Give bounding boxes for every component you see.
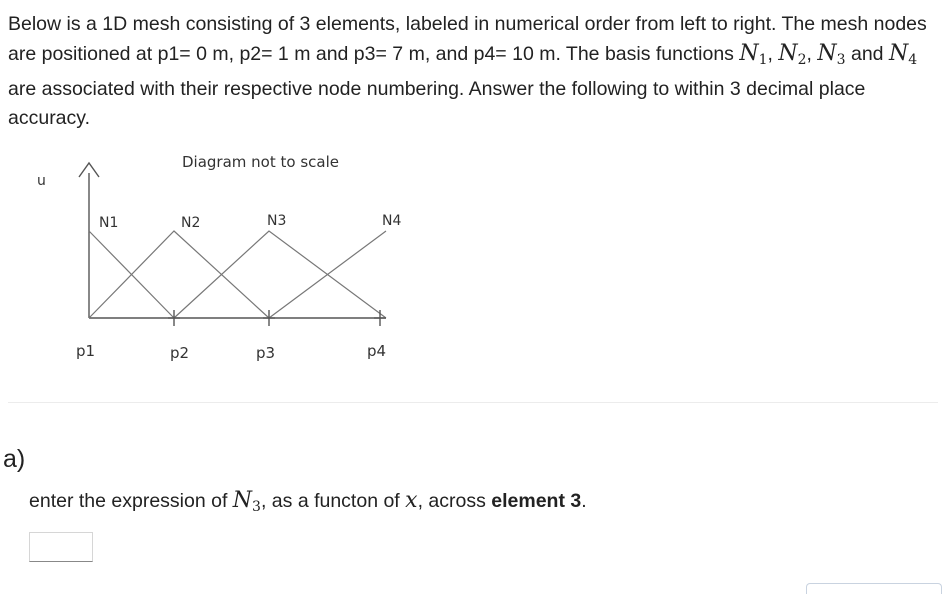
basis-n3: $N_3$ — [817, 41, 846, 68]
label-p4: p4 — [367, 342, 387, 360]
axis-label-u: u — [37, 173, 46, 189]
symbol-n3: $N_3$ — [232, 488, 261, 515]
part-a-prompt: enter the expression of $N_3$, as a functon of x, across element 3. — [29, 488, 587, 515]
label-p1: p1 — [76, 342, 96, 360]
basis-line-n3 — [174, 231, 386, 318]
element-3-text: element 3 — [491, 490, 582, 512]
label-n3: N3 — [267, 213, 287, 229]
diagram-note: Diagram not to scale — [182, 153, 339, 171]
basis-line-n2 — [89, 231, 269, 318]
part-a-label: a) — [3, 445, 26, 473]
mesh-diagram — [0, 140, 430, 385]
partial-button[interactable] — [806, 583, 942, 594]
variable-x: x — [405, 488, 418, 513]
answer-input-a[interactable] — [29, 532, 93, 562]
label-n2: N2 — [181, 215, 201, 231]
label-n1: N1 — [99, 215, 119, 231]
basis-n4: $N_4$ — [888, 41, 918, 68]
section-divider — [8, 402, 938, 403]
question-text: Below is a 1D mesh consisting of 3 elements, labeled in numerical order from left to right. The mesh nodes are positioned at p1= 0 m, p2= 1 m and p3= 7 m, and p4= 10 m. The basis functions $N_1$, $N_2$, $N_3$ and $N_4$ are associated with their respective node numbering. Answer the following to within 3 decimal place accuracy. — [8, 13, 927, 129]
basis-n1: $N_1$ — [739, 41, 768, 68]
label-p2: p2 — [170, 344, 190, 362]
label-p3: p3 — [256, 344, 276, 362]
basis-n2: $N_2$ — [778, 41, 807, 68]
label-n4: N4 — [382, 213, 402, 229]
